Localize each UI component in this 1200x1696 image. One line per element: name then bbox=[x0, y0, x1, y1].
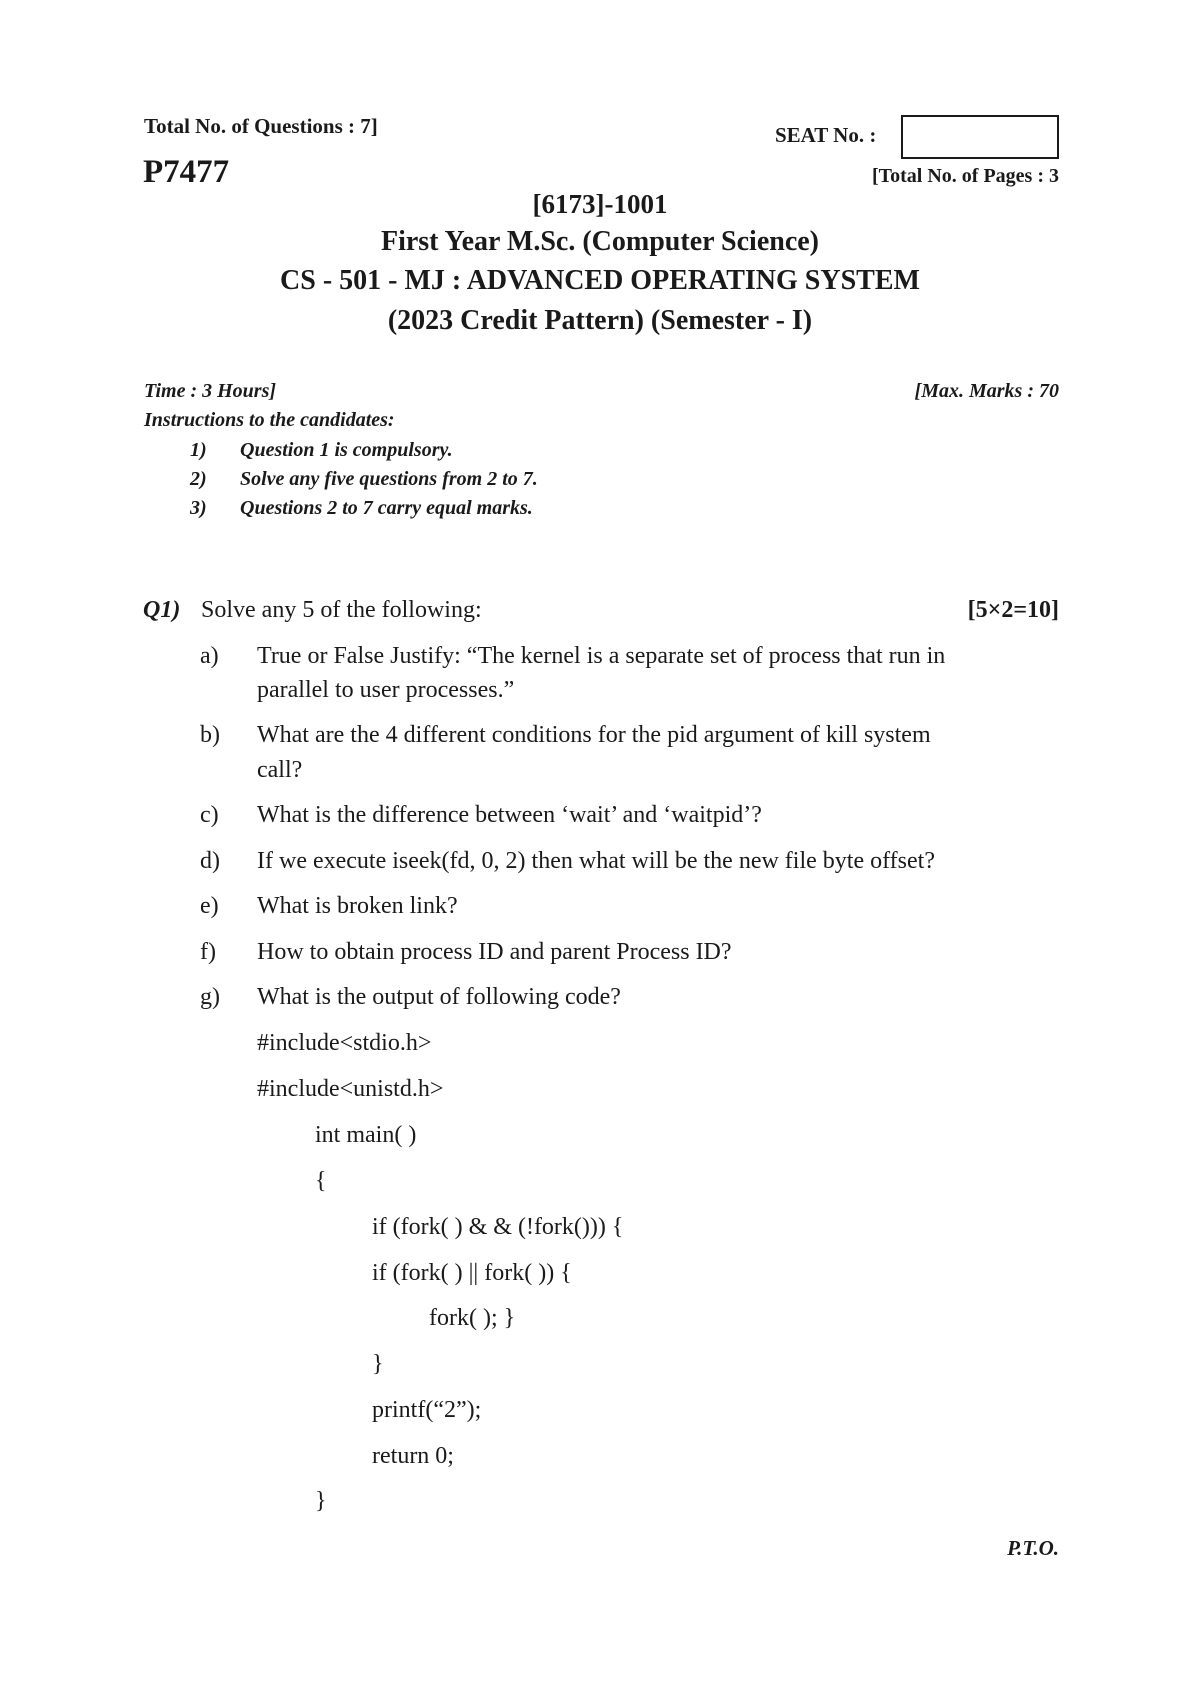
code-line: } bbox=[315, 1488, 327, 1514]
instruction-text: Questions 2 to 7 carry equal marks. bbox=[240, 497, 533, 519]
subquestion-text: What is the difference between ‘wait’ and ‘waitpid’? bbox=[257, 802, 762, 828]
exam-time: Time : 3 Hours] bbox=[144, 380, 277, 402]
subquestion-label: a) bbox=[200, 643, 219, 669]
subquestion-text-continued: parallel to user processes.” bbox=[257, 677, 515, 703]
instruction-number: 3) bbox=[190, 497, 207, 519]
code-line: printf(“2”); bbox=[372, 1397, 482, 1423]
please-turn-over: P.T.O. bbox=[1007, 1536, 1059, 1560]
max-marks: [Max. Marks : 70 bbox=[914, 380, 1059, 402]
code-line: fork( ); } bbox=[429, 1305, 516, 1331]
course-title: First Year M.Sc. (Computer Science) bbox=[380, 226, 820, 257]
subquestion-text: What is broken link? bbox=[257, 893, 458, 919]
subquestion-text: True or False Justify: “The kernel is a separate set of process that run in bbox=[257, 643, 946, 669]
subquestion-text: How to obtain process ID and parent Process ID? bbox=[257, 939, 732, 965]
code-line: int main( ) bbox=[315, 1122, 417, 1148]
instruction-text: Solve any five questions from 2 to 7. bbox=[240, 468, 538, 490]
subquestion-text-continued: call? bbox=[257, 757, 303, 783]
code-line: } bbox=[372, 1351, 384, 1377]
seat-number-box bbox=[901, 115, 1059, 159]
instructions-title: Instructions to the candidates: bbox=[144, 409, 395, 431]
question-text: Solve any 5 of the following: bbox=[201, 597, 482, 623]
code-line: return 0; bbox=[372, 1443, 454, 1469]
subquestion-text: If we execute iseek(fd, 0, 2) then what will be the new file byte offset? bbox=[257, 848, 935, 874]
seat-number-label: SEAT No. : bbox=[775, 123, 877, 147]
code-line: { bbox=[315, 1168, 327, 1194]
subquestion-text: What is the output of following code? bbox=[257, 984, 621, 1010]
question-number: Q1) bbox=[143, 597, 181, 623]
subquestion-label: f) bbox=[200, 939, 216, 965]
paper-id: [6173]-1001 bbox=[532, 189, 668, 219]
instruction-number: 1) bbox=[190, 439, 207, 461]
instruction-number: 2) bbox=[190, 468, 207, 490]
code-line: #include<unistd.h> bbox=[257, 1076, 444, 1102]
paper-code: P7477 bbox=[143, 154, 230, 190]
subquestion-text: What are the 4 different conditions for the pid argument of kill system bbox=[257, 722, 931, 748]
credit-pattern: (2023 Credit Pattern) (Semester - I) bbox=[387, 305, 813, 336]
total-questions: Total No. of Questions : 7] bbox=[144, 114, 378, 138]
code-line: #include<stdio.h> bbox=[257, 1030, 432, 1056]
subquestion-label: b) bbox=[200, 722, 220, 748]
total-pages: [Total No. of Pages : 3 bbox=[871, 165, 1059, 187]
subject-title: CS - 501 - MJ : ADVANCED OPERATING SYSTEM bbox=[280, 265, 920, 296]
code-line: if (fork( ) & & (!fork())) { bbox=[372, 1214, 624, 1240]
instruction-text: Question 1 is compulsory. bbox=[240, 439, 453, 461]
subquestion-label: e) bbox=[200, 893, 219, 919]
question-marks: [5×2=10] bbox=[967, 597, 1059, 623]
code-line: if (fork( ) || fork( )) { bbox=[372, 1260, 572, 1286]
subquestion-label: d) bbox=[200, 848, 220, 874]
subquestion-label: c) bbox=[200, 802, 219, 828]
subquestion-label: g) bbox=[200, 984, 220, 1010]
